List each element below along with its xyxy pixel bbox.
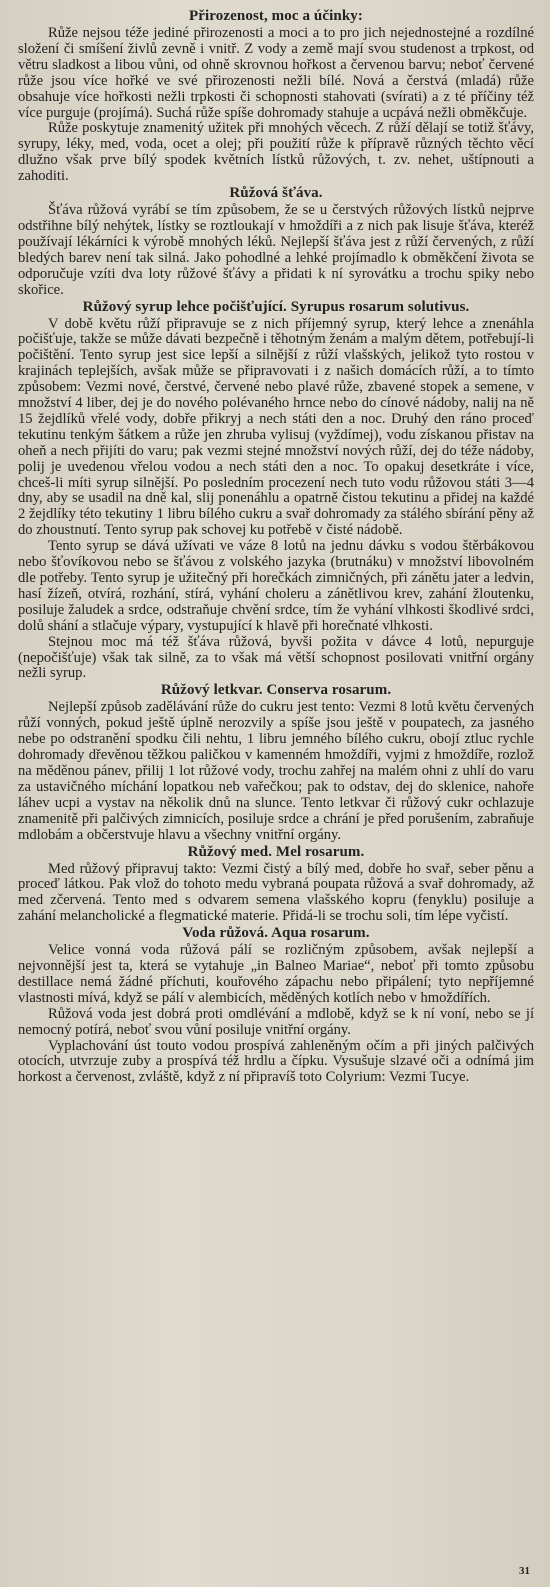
heading-rose-honey: Růžový med. Mel rosarum. — [187, 843, 365, 860]
paragraph: V době květu růží připravuje se z nich příjemný syrup, který lehce a znenáhla počišťuje, takže se může dávati bezpečně i těhotným ženám a malým dětem, potřebují-li počištění. Tento syrup jest sice lepší a silnější z růží vlašských, jelikož tyto rostou v krajinách teplejších, avšak může se připravovati i z našich domácích růží, a to tímto způsobem: Vezmi nové, čerstvé, červené nebo plavé růže, zbavené stopek a semene, v množství 4 liber, dej je do nového polévaného hrnce nebo do cínové nádoby, nalij na ně 15 žejdlíků vřelé vody, dobře přikryj a nech státi den a noc. Druhý den ráno proceď tekutinu tenkým šátkem a růže jen zhruba vylisuj (vyždímej), vodu získanou přistav na oheň a nech přijíti do varu; pak vezmi stejné množství nových růží, dej do téže nádoby, polij je uvedenou vřelou vodou a nech státi den a noc. To opakuj desetkráte i více, chceš-li míti syrup silnější. Po posledním procezení nech tuto vodu růžovou státi 3—4 dny, aby se usadil na dně kal, slij ponenáhlu a opatrně čistou tekutinu a přidej na každé 2 žejdlíky této tekutiny 1 libru bílého cukru a svař dohromady za stálého sbírání pěny až do zhoustnutí. Tento syrup pak schovej ku potřebě v čisté nádobě. — [18, 315, 535, 539]
paragraph: Šťáva růžová vyrábí se tím způsobem, že se u čerstvých růžových lístků nejprve odstřihne bílý nehýtek, lístky se roztloukají v hmoždíři a z nich pak lisuje šťáva, kteréž používají lékárníci k výrobě mnohých léků. Nejlepší šťáva jest z růží červených, z růží bledých barev není tak silná. Jako pohodlné a lehké projímadlo k obměkčení života se odporučuje vzíti dva loty růžové šťávy a přidati k ní syrovátku a trochu spiky nebo skořice. — [18, 202, 534, 298]
heading-rose-syrup: Růžový syrup lehce počišťující. Syrupus rosarum solutivus. — [82, 298, 470, 315]
paragraph: Velice vonná voda růžová pálí se rozličným způsobem, avšak nejlepší a nejvonnější jest ta, která se vytahuje „in Balneo Mariae“, neboť při tomto způsobu destillace nemá žádné příchuti, kouřového zápachu nebo připálení; tyto nepříjemné vlastnosti mívá, když se pálí v alembicích, měděných kotlích nebo v hmoždířích. — [18, 942, 534, 1006]
paragraph: Tento syrup se dává užívati ve váze 8 lotů na jednu dávku s vodou štěrbákovou nebo šťovíkovou nebo se šťávou z volského jazyka (brutnáku) v množství libovolném dle potřeby. Tento syrup je užitečný při horečkách zimničných, při zánětu jater a ledvin, hasí žízeň, otvírá, rozhání, stírá, vyhání choleru a zánětlivou krev, zahání žloutenku, posiluje žaludek a srdce, odstraňuje chvění srdce, tím že vyhání vlhkosti škodlivé srdci, dolů shání a stlačuje výpary, vystupující k hlavě při horečnaté vlhkosti. — [18, 538, 534, 634]
paragraph: Růže nejsou téže jediné přirozenosti a moci a to pro jich nejednostejné a rozdílné složení či smíšení živlů zevně i vnitř. Z vody a země mají svou studenost a trpkost, od větru sladkost a libou vůni, od ohně skrovnou hořkost a červenou barvu; neboť červené růže jsou více hořké ve své přirozenosti nežli bílé. Nová a čerstvá (mladá) růže obsahuje více hořkosti nežli trpkosti či schopnosti stahovati (svírati) a z té příčiny též více purguje (projímá). Suchá růže spíše dohromady stahuje a ucpává nežli obměkčuje. — [18, 25, 534, 121]
paragraph: Vyplachování úst touto vodou prospívá zahleněným očím a při jiných palčivých otocích, utvrzuje zuby a prospívá též hrdlu a čípku. Vysušuje slzavé oči a odnímá jim horkost a červenost, zvláště, když z ní připravíš toto Colyrium: Vezmi Tucye. — [18, 1037, 534, 1086]
paragraph: Růže poskytuje znamenitý užitek při mnohých věcech. Z růží dělají se totiž šťávy, syrupy, léky, med, voda, ocet a olej; při použití růže k přípravě různých těchto věcí dlužno však prve bílý spodek květních lístků růžových, t. zv. nehet, uštípnouti a zahoditi. — [18, 120, 534, 185]
heading-rose-juice: Růžová šťáva. — [229, 185, 323, 202]
heading-rose-conserve: Růžový letkvar. Conserva rosarum. — [160, 682, 392, 699]
paragraph: Nejlepší způsob zadělávání růže do cukru jest tento: Vezmi 8 lotů květu červených růží vonných, pokud ještě úplně nerozvily a spíše jsou ještě v poupatech, za jasného nebe po odstranění spodku čili nehtu, 1 libru jemného bílého cukru, obojí ztluc rychle dohromady dřevěnou těžkou paličkou v kamenném hmoždíři, vyjmi z hmoždíře, rozlož na měděnou pánev, přilij 1 lot růžové vody, trochu zahřej na malém ohni z uhlí do varu za ustavičného míchání lopatkou neb vařečkou; pak to odstav, dej do sklenice, nahoře láhev ucpi a vystav na několik dnů na slunce. Tento letkvar či růžový cukr ochlazuje znamenitě při palčivých zimnicích, posiluje srdce a chrání je před porušením, zabraňuje mdlobám a občerstvuje hlavu a všechny vnitřní orgány. — [18, 699, 534, 843]
heading-nature: Přirozenost, moc a účinky: — [189, 8, 363, 24]
paragraph: Med růžový připravuj takto: Vezmi čistý a bílý med, dobře ho svař, seber pěnu a proceď látkou. Pak vlož do tohoto medu vybraná poupata růžová a svař dohromady, až med zčervená. Tento med s odvarem semena vlašského kopru (fenyklu) posiluje a zahání melancholické a flegmatické materie. Přidá-li se trochu soli, tím lépe vyčistí. — [18, 860, 534, 925]
paragraph: Stejnou moc má též šťáva růžová, byvši požita v dávce 4 lotů, nepurguje (nepočišťuje) však tak silně, za to však má větší schopnost posilovati vnitřní orgány nežli syrup. — [18, 633, 534, 682]
page-number: 31 — [519, 1565, 530, 1577]
paragraph: Růžová voda jest dobrá proti omdlévání a mdlobě, když se k ní voní, nebo se jí nemocný potírá, neboť svou vůní posiluje vnitřní orgány. — [18, 1005, 534, 1038]
heading-rose-water: Voda růžová. Aqua rosarum. — [182, 925, 370, 942]
